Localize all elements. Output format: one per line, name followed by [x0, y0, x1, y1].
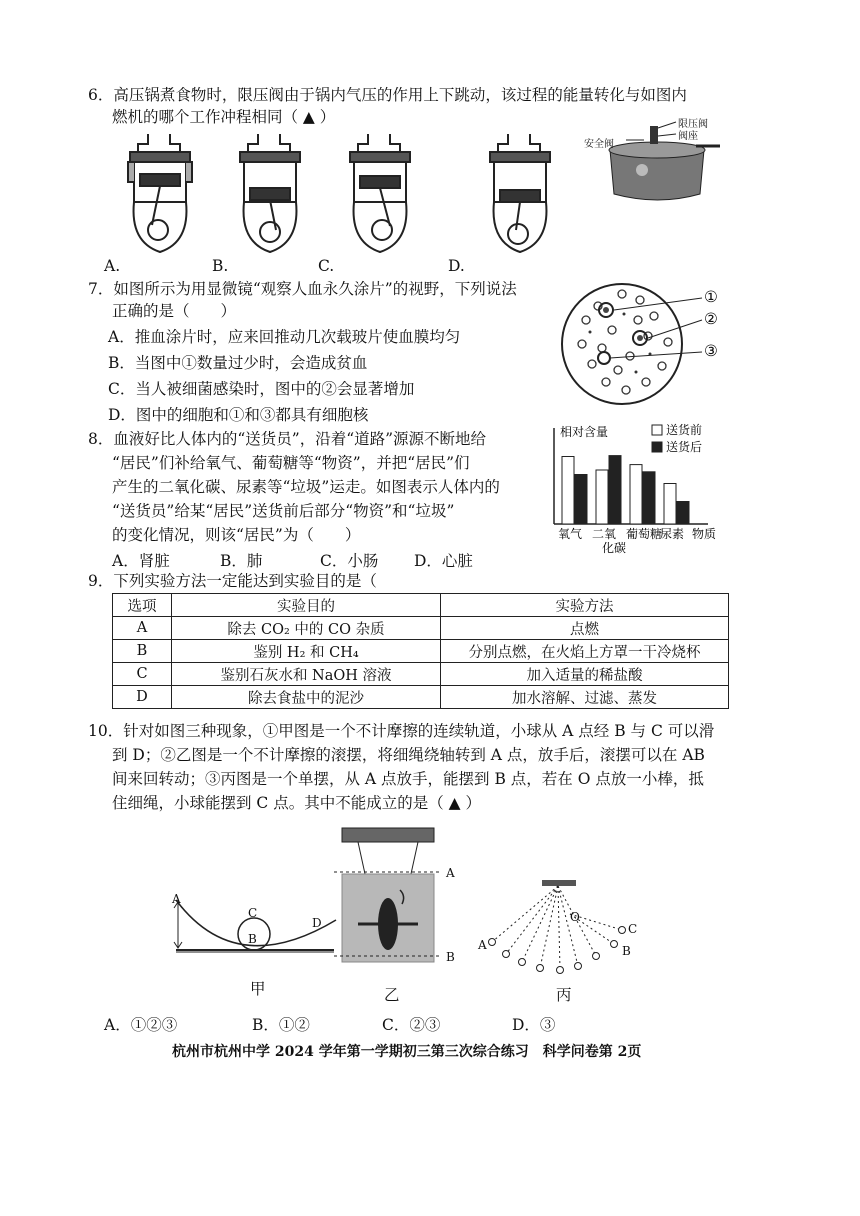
q8-option-a: A．肾脏 [112, 552, 170, 570]
q10-line1: 10．针对如图三种现象，①甲图是一个不计摩擦的连续轨道，小球从 A 点经 B 与 C 可以滑 [88, 722, 715, 740]
table-cell: D [113, 686, 172, 709]
q6-option-a: A. [104, 257, 121, 275]
bar-after-0 [575, 475, 587, 525]
q7-line2: 正确的是（ ） [112, 302, 237, 320]
roller-point-b: B [446, 950, 455, 964]
table-header: 实验目的 [172, 594, 441, 617]
table-cell: 除去 CO₂ 中的 CO 杂质 [172, 617, 441, 640]
category-label-1: 二氧 [592, 527, 617, 541]
track-point-b: B [248, 932, 257, 946]
q10-line4: 住细绳，小球能摆到 C 点。其中不能成立的是（ ▲ ） [112, 794, 481, 812]
q10-option-d: D．③ [512, 1016, 556, 1034]
q6-option-c: C. [318, 257, 335, 275]
blood-smear-figure [562, 270, 722, 420]
table-cell: 鉴别石灰水和 NaOH 溶液 [172, 663, 441, 686]
q8-line2: “居民”们补给氧气、葡萄糖等“物资”，并把“居民”们 [112, 454, 470, 472]
engine-d [490, 134, 550, 252]
roller-pendulum-figure [338, 824, 458, 984]
category-label-3: 尿素 [660, 527, 685, 541]
q9-table [112, 593, 729, 709]
q8-option-b: B．肺 [220, 552, 263, 570]
q8-option-c: C．小肠 [320, 552, 379, 570]
category-label-0: 氧气 [558, 527, 583, 541]
table-cell: 点燃 [441, 617, 729, 640]
fig-caption-jia: 甲 [250, 980, 266, 998]
q7-option-b: B．当图中①数量过少时，会造成贫血 [108, 354, 368, 372]
q8-line5: 的变化情况，则该“居民”为（ ） [112, 526, 361, 544]
legend-swatch-after [652, 442, 662, 452]
simple-pendulum-figure [478, 878, 638, 988]
table-cell: C [113, 663, 172, 686]
roller-point-a: A [446, 866, 455, 880]
table-row [113, 686, 729, 709]
table-cell: 加水溶解、过滤、蒸发 [441, 686, 729, 709]
table-cell: 加入适量的稀盐酸 [441, 663, 729, 686]
track-point-a: A [172, 892, 181, 906]
table-header-row [113, 594, 729, 617]
q6-option-b: B. [212, 257, 229, 275]
q10-option-a: A．①②③ [104, 1016, 178, 1034]
table-header: 实验方法 [441, 594, 729, 617]
q6-line2: 燃机的哪个工作冲程相同（ ▲ ） [112, 108, 336, 126]
cooker-label-safety: 安全阀 [584, 139, 614, 150]
bar-after-1 [609, 456, 621, 524]
smear-label-2: ② [704, 310, 718, 328]
legend-after: 送货后 [666, 440, 703, 454]
q8-option-d: D．心脏 [414, 552, 473, 570]
engine-b [240, 134, 300, 252]
q8-line3: 产生的二氧化碳、尿素等“垃圾”运走。如图表示人体内的 [112, 478, 500, 496]
legend-before: 送货前 [666, 423, 703, 437]
table-cell: B [113, 640, 172, 663]
table-row [113, 640, 729, 663]
q8-line1: 8．血液好比人体内的“送货员”，沿着“道路”源源不断地给 [88, 430, 487, 448]
track-point-d: D [312, 916, 322, 930]
fig-caption-yi: 乙 [384, 986, 400, 1004]
q7-line1: 7．如图所示为用显微镜“观察人血永久涂片”的视野，下列说法 [88, 280, 517, 298]
smear-label-1: ① [704, 288, 718, 306]
table-cell: 鉴别 H₂ 和 CH₄ [172, 640, 441, 663]
pendulum-point-o: O [570, 910, 580, 924]
legend-swatch-before [652, 425, 662, 435]
bar-after-2 [643, 472, 655, 524]
engine-figures [100, 130, 560, 265]
bar-before-2 [630, 465, 642, 524]
page-footer: 杭州市杭州中学 2024 学年第一学期初三第三次综合练习 科学问卷第 2页 [172, 1044, 642, 1060]
fig-caption-bing: 丙 [556, 986, 572, 1004]
smear-label-3: ③ [704, 342, 718, 360]
cooker-label-valve: 限压阀 [678, 119, 708, 130]
table-cell: A [113, 617, 172, 640]
pendulum-point-a: A [478, 938, 487, 952]
chart-ylabel: 相对含量 [560, 425, 609, 439]
bar-after-3 [677, 502, 689, 525]
pendulum-point-c: C [628, 922, 638, 936]
q8-line4: “送货员”给某“居民”送货前后部分“物资”和“垃圾” [112, 502, 455, 520]
q6-line1: 6．高压锅煮食物时，限压阀由于锅内气压的作用上下跳动，该过程的能量转化与如图内 [88, 86, 687, 104]
table-row [113, 617, 729, 640]
q9-line: 9．下列实验方法一定能达到实验目的是（ [88, 572, 377, 590]
table-row [113, 663, 729, 686]
bar-before-1 [596, 470, 608, 524]
table-cell: 除去食盐中的泥沙 [172, 686, 441, 709]
bar-before-3 [664, 484, 676, 525]
q10-line2: 到 D；②乙图是一个不计摩擦的滚摆，将细绳绕轴转到 A 点，放手后，滚摆可以在 AB [112, 746, 705, 764]
q7-option-d: D．图中的细胞和①和③都具有细胞核 [108, 406, 369, 424]
q7-option-c: C．当人被细菌感染时，图中的②会显著增加 [108, 380, 415, 398]
chart-category-line2: 化碳 [602, 541, 627, 555]
table-cell: 分别点燃，在火焰上方罩一干冷烧杯 [441, 640, 729, 663]
bar-chart [548, 420, 738, 570]
pendulum-point-b: B [622, 944, 631, 958]
q10-line3: 间来回转动；③丙图是一个单摆，从 A 点放手，能摆到 B 点，若在 O 点放一小棒，抵 [112, 770, 704, 788]
table-header: 选项 [113, 594, 172, 617]
chart-xlabel: 物质 [692, 527, 717, 541]
q6-option-d: D. [448, 257, 465, 275]
category-label-2: 葡萄糖 [626, 527, 663, 541]
q7-option-a: A．推血涂片时，应来回推动几次载玻片使血膜均匀 [108, 328, 461, 346]
bar-before-0 [562, 457, 574, 525]
engine-a [128, 134, 192, 252]
track-point-c: C [248, 906, 258, 920]
cooker-label-seat: 阀座 [678, 131, 698, 142]
q10-option-c: C．②③ [382, 1016, 441, 1034]
q10-option-b: B．①② [252, 1016, 310, 1034]
engine-c [350, 134, 410, 252]
